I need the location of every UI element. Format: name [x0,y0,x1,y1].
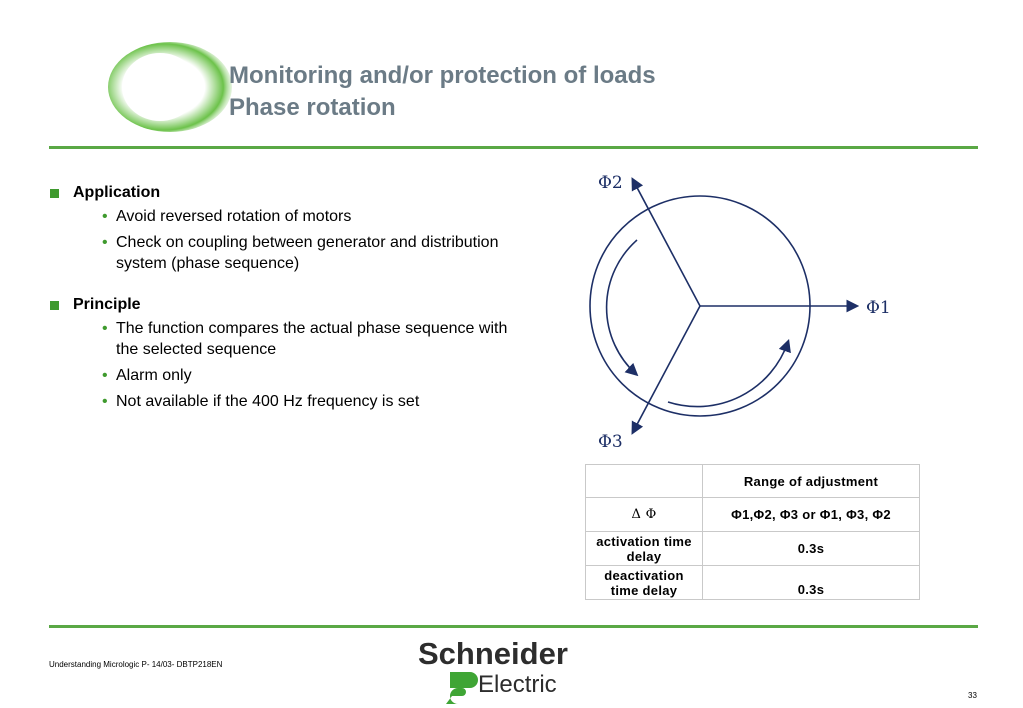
list-item: • The function compares the actual phase sequence with the selected sequence [102,320,508,358]
table-cell-empty [586,465,703,498]
bullet-dot-icon: • [102,393,108,410]
bullet-dot-icon: • [102,320,108,337]
schneider-electric-logo [416,634,596,706]
adjustment-table [585,464,920,600]
page-number: 33 [968,691,977,700]
title-line-1: Monitoring and/or protection of loads [229,62,656,89]
footer-text: Understanding Micrologic P- 14/03- DBTP218EN [49,660,223,669]
section-application [50,182,510,274]
bullet-list [50,206,510,274]
phase2-label: Φ2 [598,173,623,193]
brand-name-line1: Schneider [418,636,568,671]
phase2-vector [633,180,700,306]
page-title [229,60,656,124]
table-cell-label: deactivation time delay [586,566,703,600]
phase3-vector [633,306,700,432]
table-cell-value: 0.3s [703,532,920,566]
bottom-divider [49,625,978,628]
section-principle [50,294,510,412]
list-item: • Check on coupling between generator and distribution system (phase sequence) [102,234,499,272]
phase3-label: Φ3 [598,432,623,452]
brand-emblem-icon [446,672,478,704]
table-header: Range of adjustment [703,465,920,498]
table-row [586,498,920,532]
brand-name-line2: Electric [478,671,557,698]
section-heading-text: Application [73,184,161,201]
top-divider [49,146,978,149]
section-heading [50,294,510,316]
table-cell-label: Δ Φ [586,498,703,532]
square-bullet-icon [50,301,59,310]
table-row [586,465,920,498]
table-cell-value: 0.3s [703,566,920,600]
bullet-dot-icon: • [102,208,108,225]
bullet-dot-icon: • [102,234,108,251]
list-item: • Alarm only [102,367,192,384]
section-heading-text: Principle [73,296,141,313]
bullet-content [50,182,510,432]
table-cell-label: activation time delay [586,532,703,566]
bullet-list [50,318,510,412]
list-item: • Avoid reversed rotation of motors [102,208,352,225]
title-line-2: Phase rotation [229,94,396,121]
rotation-arrow-left [607,240,637,374]
phase1-label: Φ1 [866,298,891,318]
rotation-arrow-right [668,342,788,407]
table-cell-value: Φ1,Φ2, Φ3 or Φ1, Φ3, Φ2 [703,498,920,532]
phase-rotation-diagram [560,168,900,458]
table-row [586,532,920,566]
decorative-logo-shape [105,40,235,135]
bullet-dot-icon: • [102,367,108,384]
square-bullet-icon [50,189,59,198]
table-row [586,566,920,600]
list-item: • Not available if the 400 Hz frequency is set [102,393,420,410]
section-heading [50,182,510,204]
